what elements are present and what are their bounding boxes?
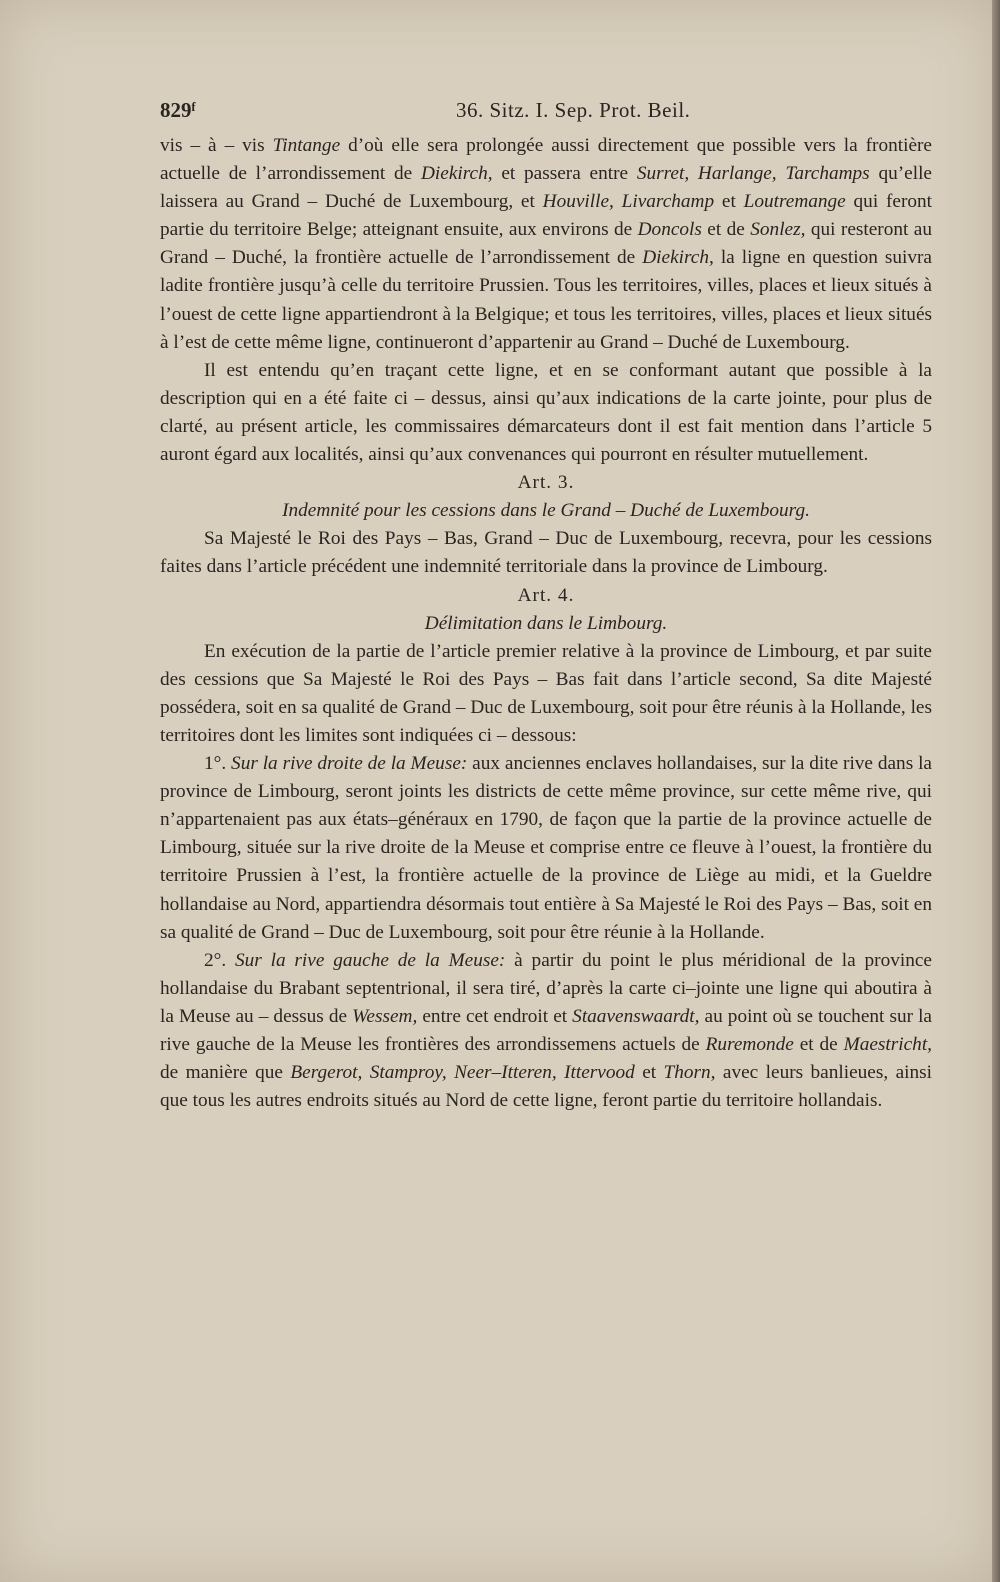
running-title: 36. Sitz. I. Sep. Prot. Beil.: [456, 98, 691, 122]
page-header: [160, 92, 932, 132]
paragraph-rive-droite: 1°. Sur la rive droite de la Meuse: aux anciennes enclaves hollandaises, sur la dite rive dans la province de Limbourg, seront joints les districts de cette même province, sur cette même rive, qui n’appartenaient pas aux états–généraux en 1790, de façon que la partie de la province actuelle de Limbourg, située sur la rive droite de la Meuse et comprise entre ce fleuve à l’ouest, la frontière du territoire Prussien à l’est, la frontière actuelle de la province de Liège au midi, et la Gueldre hollandaise au Nord, appartiendra désormais tout entière à Sa Majesté le Roi des Pays – Bas, soit en sa qualité de Grand – Duc de Luxembourg, soit pour être réunie à la Hollande.: [160, 753, 932, 943]
article-3-number: Art. 3.: [517, 472, 575, 494]
paragraph-rive-gauche: 2°. Sur la rive gauche de la Meuse: à partir du point le plus méridional de la province hollandaise du Brabant septentrional, il sera tiré, d’après la carte ci–jointe une ligne qui aboutira à la Meuse au – dessus de Wessem, entre cet endroit et Staavenswaardt, au point où se touchent sur la rive gauche de la Meuse les frontières des arrondissemens actuels de Ruremonde et de Maestricht, de manière que Bergerot, Stamproy, Neer–Itteren, Ittervood et Thorn, avec leurs banlieues, ainsi que tous les autres endroits situés au Nord de cette ligne, feront partie du territoire hollandais.: [160, 949, 933, 1112]
article-4-number: Art. 4.: [517, 584, 575, 606]
paragraph-tracing-line: Il est entendu qu’en traçant cette ligne, et en se conformant autant que possible à la description qui en a été faite ci – dessus, ainsi qu’aux indications de la carte jointe, pour plus de clarté, au présent article, les commissaires démarcateurs dont il est fait mention dans l’article 5 auront égard aux localités, ainsi qu’aux convenances qui pourront en résulter mutuellement.: [160, 359, 932, 466]
article-3-title: Indemnité pour les cessions dans le Grand – Duché de Luxembourg.: [282, 500, 810, 522]
article-4-title: Délimitation dans le Limbourg.: [424, 612, 668, 634]
article-3-text: Sa Majesté le Roi des Pays – Bas, Grand – Duc de Luxembourg, recevra, pour les cessions faites dans l’article précédent une indemnité territoriale dans la province de Limbourg.: [160, 528, 932, 578]
paragraph-article-2-continued: vis – à – vis Tintange d’où elle sera prolongée aussi directement que possible vers la frontière actuelle de l’arrondissement de Diekirch, et passera entre Surret, Harlange, Tarchamps qu’elle laissera au Grand – Duché de Luxembourg, et Houville, Livarchamp et Loutremange qui feront partie du territoire Belge; atteignant ensuite, aux environs de Doncols et de Sonlez, qui resteront au Grand – Duché, la frontière actuelle de l’arrondissement de Diekirch, la ligne en question suivra ladite frontière jusqu’à celle du territoire Prussien. Tous les territoires, villes, places et lieux situés à l’ouest de cette ligne appartiendront à la Belgique; et tous les territoires, villes, places et lieux situés à l’est de cette même ligne, continueront d’appartenir au Grand – Duché de Luxembourg.: [160, 135, 932, 353]
book-edge: [992, 0, 1000, 1582]
page-content: [160, 92, 932, 1115]
folio-number: 829ᶠ: [160, 98, 196, 122]
article-4-text: En exécution de la partie de l’article premier relative à la province de Limbourg, et par suite des cessions que Sa Majesté le Roi des Pays – Bas fait dans l’article second, Sa dite Majesté possédera, soit en sa qualité de Grand – Duc de Luxembourg, soit pour être réunis à la Hollande, les territoires dont les limites sont indiquées ci – dessous:: [160, 640, 932, 746]
